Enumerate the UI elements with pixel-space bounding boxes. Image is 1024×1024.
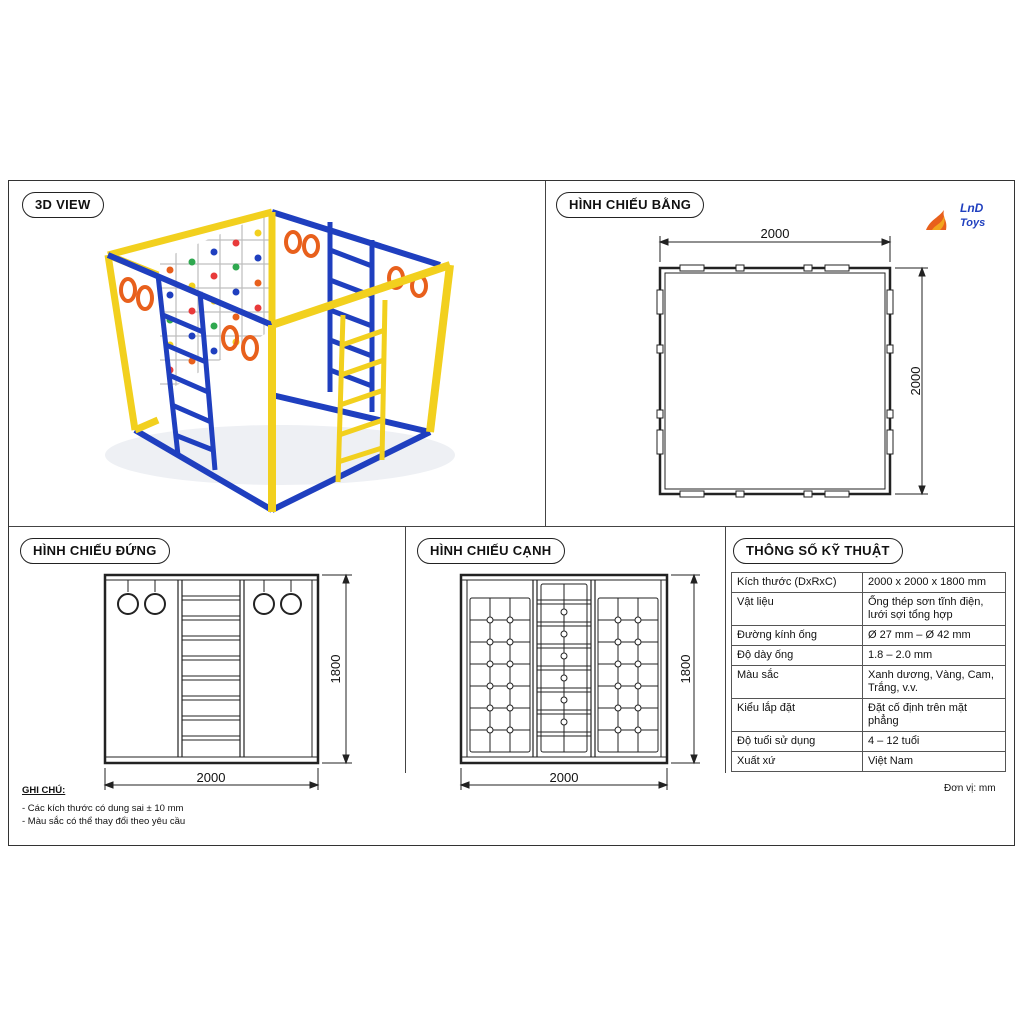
logo-line1: LnD — [960, 201, 984, 215]
notes-title: GHI CHÚ: — [22, 785, 66, 796]
table-row — [732, 699, 1006, 732]
spec-value: 1.8 – 2.0 mm — [863, 646, 1006, 666]
front-view-drawing — [100, 570, 355, 795]
spec-label: Kích thước (DxRxC) — [732, 573, 863, 593]
spec-value: Ống thép sơn tĩnh điện, lưới sợi tổng hợp — [863, 593, 1006, 626]
spec-label: Đường kính ống — [732, 626, 863, 646]
spec-value: Việt Nam — [863, 752, 1006, 772]
side-height-dim: 1800 — [678, 654, 693, 684]
label-3d-view: 3D VIEW — [22, 192, 104, 218]
table-row — [732, 732, 1006, 752]
spec-label: Kiểu lắp đặt — [732, 699, 863, 732]
unit-note: Đơn vị: mm — [944, 783, 996, 794]
label-side-view: HÌNH CHIẾU CẠNH — [417, 538, 565, 564]
divider-vertical-top — [545, 181, 546, 526]
divider-vertical-right — [725, 527, 726, 773]
table-row — [732, 573, 1006, 593]
notes-block — [22, 784, 185, 828]
spec-label: Xuất xứ — [732, 752, 863, 772]
table-row — [732, 626, 1006, 646]
spec-label: Vật liệu — [732, 593, 863, 626]
label-front-view: HÌNH CHIẾU ĐỨNG — [20, 538, 170, 564]
structure-3d-view — [95, 205, 465, 520]
note-line: - Các kích thước có dung sai ± 10 mm — [22, 803, 184, 814]
table-row — [732, 752, 1006, 772]
side-width-dim: 2000 — [549, 770, 579, 785]
front-height-dim: 1800 — [328, 654, 343, 684]
spec-value: Ø 27 mm – Ø 42 mm — [863, 626, 1006, 646]
spec-value: Đặt cố định trên mặt phẳng — [863, 699, 1006, 732]
spec-value: Xanh dương, Vàng, Cam, Trắng, v.v. — [863, 666, 1006, 699]
divider-horizontal — [9, 526, 1014, 527]
top-view-drawing — [640, 225, 940, 515]
divider-vertical-left — [405, 527, 406, 773]
table-row — [732, 666, 1006, 699]
table-row — [732, 593, 1006, 626]
top-width-dim: 2000 — [760, 226, 790, 241]
note-line: - Màu sắc có thể thay đổi theo yêu cầu — [22, 816, 186, 827]
label-top-view: HÌNH CHIẾU BẰNG — [556, 192, 704, 218]
spec-label: Màu sắc — [732, 666, 863, 699]
spec-label: Độ dày ống — [732, 646, 863, 666]
spec-value: 2000 x 2000 x 1800 mm — [863, 573, 1006, 593]
table-row — [732, 646, 1006, 666]
label-specs: THÔNG SỐ KỸ THUẬT — [733, 538, 903, 564]
top-depth-dim: 2000 — [908, 366, 923, 396]
spec-value: 4 – 12 tuổi — [863, 732, 1006, 752]
side-view-drawing — [455, 570, 705, 795]
specs-table — [731, 572, 1006, 772]
logo-line2: Toys — [960, 217, 986, 229]
spec-label: Độ tuổi sử dụng — [732, 732, 863, 752]
front-width-dim: 2000 — [196, 770, 226, 785]
